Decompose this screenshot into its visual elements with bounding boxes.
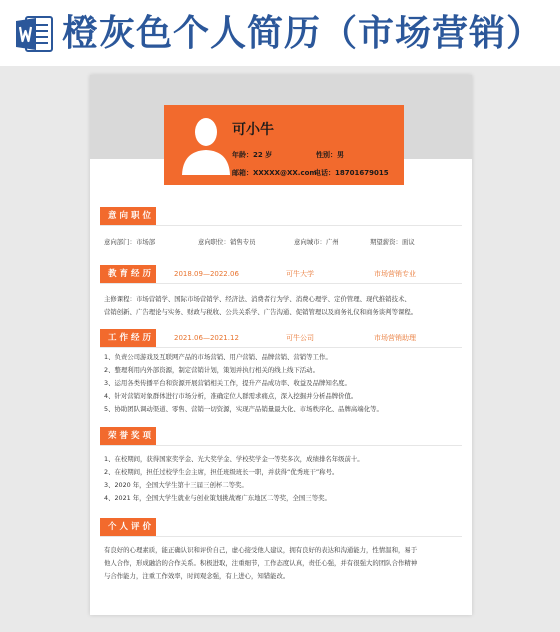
work-company: 可牛公司 <box>286 334 314 342</box>
profile-age: 年龄：22 岁 <box>232 151 273 159</box>
intention-city: 意向城市：广州 <box>294 238 339 246</box>
education-school: 可牛大学 <box>286 270 314 278</box>
intention-position: 意向职位：销售专员 <box>198 238 256 246</box>
work-item: 3、运用各类传播平台和资源开展营销相关工作，提升产品成功率、收益及品牌知名度。 <box>104 379 351 387</box>
honor-item: 4、2021 年，全国大学生就业与创业策划挑战赛广东地区二等奖，全国三等奖。 <box>104 494 331 502</box>
profile-card <box>164 105 404 185</box>
section-honors-header <box>100 427 156 445</box>
section-title: 个人评价 <box>108 522 155 532</box>
profile-phone: 电话：18701679015 <box>314 169 389 177</box>
education-period: 2018.09—2022.06 <box>174 270 239 278</box>
intention-department: 意向部门：市场部 <box>104 238 156 246</box>
top-header <box>0 0 560 66</box>
section-divider <box>100 283 462 284</box>
section-title: 意向职位 <box>108 211 155 221</box>
honor-item: 3、2020 年，全国大学生第十三届三创杯二等奖。 <box>104 481 248 489</box>
work-item: 5、协助团队调动渠道、零售、营销一切资源，实现产品销量最大化、市场秩序化、品牌高端化等。 <box>104 405 383 413</box>
evaluation-line: 他人合作，形成融洽的合作关系。积极进取，注重细节，工作态度认真，责任心强，并有很强大的团队合作精神 <box>104 559 418 567</box>
section-title: 工作经历 <box>108 333 155 343</box>
education-line: 主修课程：市场营销学、国际市场营销学、经济法、消费者行为学、消费心理学、定价管理、现代推销技术、 <box>104 295 411 303</box>
document-title: 橙灰色个人简历（市场营销） <box>62 13 544 54</box>
section-work-header <box>100 329 156 347</box>
profile-email: 邮箱：XXXXX@XX.com <box>232 169 317 177</box>
intention-salary: 期望薪资：面议 <box>370 238 415 246</box>
work-item: 4、针对营销对象群体进行市场分析，准确定位人群需求痛点，深入挖掘并分析品牌价值。 <box>104 392 358 400</box>
section-divider <box>100 445 462 446</box>
section-evaluation-header <box>100 518 156 536</box>
section-divider <box>100 536 462 537</box>
education-line: 营销创新、广告理论与实务、财政与税收、公共关系学、广告沟通、促销管理以及商务礼仪和商务谈判等课程。 <box>104 308 418 316</box>
work-period: 2021.06—2021.12 <box>174 334 239 342</box>
section-divider <box>100 225 462 226</box>
section-intention-header <box>100 207 156 225</box>
section-title: 荣誉奖项 <box>108 431 155 441</box>
resume-page <box>90 75 472 615</box>
word-document-icon <box>14 14 54 54</box>
evaluation-line: 有良好的心理素质，能正确认识和评价自己，虚心接受他人建议，拥有良好的表达和沟通能力，性情温和，易于 <box>104 546 418 554</box>
avatar-icon <box>174 113 238 177</box>
section-title: 教育经历 <box>108 269 155 279</box>
section-education-header <box>100 265 156 283</box>
evaluation-line: 与合作能力，注重工作效率，时间观念强，有上进心，知错能改。 <box>104 572 290 580</box>
honor-item: 1、在校期间，获得国家奖学金、光大奖学金、学校奖学金一等奖多次，成绩排名年级前十。 <box>104 455 364 463</box>
honor-item: 2、在校期间，担任过校学生会主席，担任班级班长一职，并获得“优秀班干”称号。 <box>104 468 339 476</box>
education-major: 市场营销专业 <box>374 270 416 278</box>
work-item: 1、负责公司游戏及互联网产品的市场营销、用户营销、品牌营销、营销等工作。 <box>104 353 332 361</box>
work-item: 2、整理利用内外部资源，制定营销计划，策划并执行相关的线上线下活动。 <box>104 366 319 374</box>
work-role: 市场营销助理 <box>374 334 416 342</box>
profile-gender: 性别：男 <box>316 151 344 159</box>
profile-name: 可小牛 <box>232 122 274 138</box>
section-divider <box>100 347 462 348</box>
